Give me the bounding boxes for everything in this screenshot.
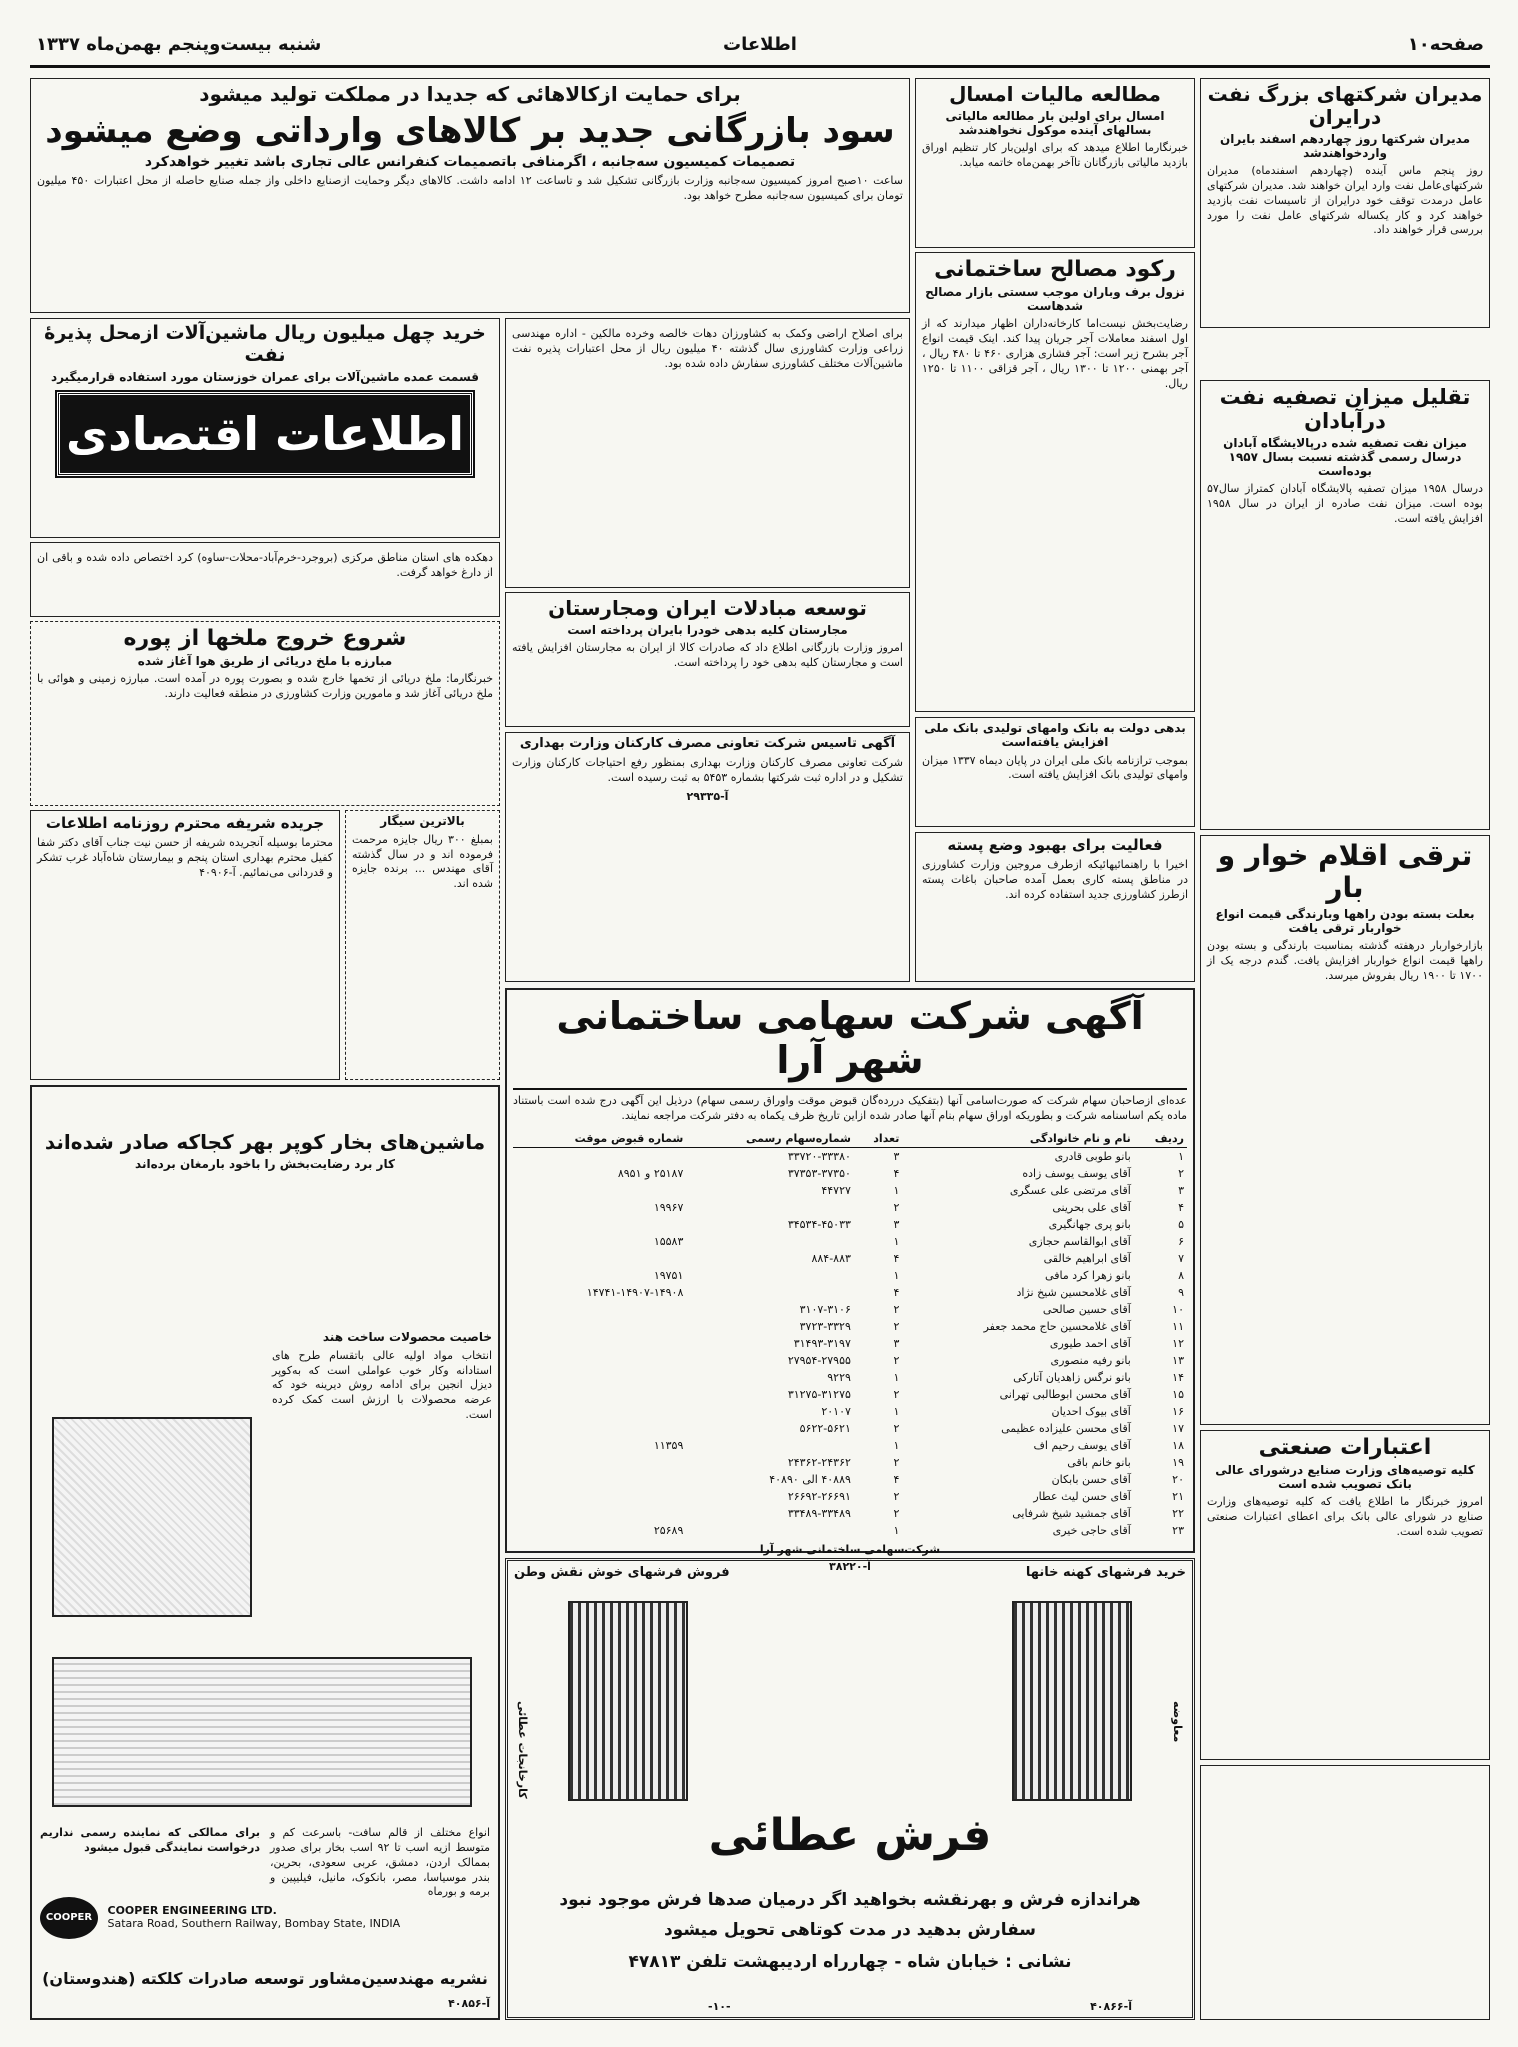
table-cell: ۱ bbox=[893, 1438, 900, 1452]
table-cell: ۵ bbox=[1178, 1217, 1184, 1231]
table-cell bbox=[513, 1386, 686, 1403]
article-food-prices bbox=[1200, 835, 1490, 1425]
table-cell: ۳۳۴۸۹-۳۳۴۸۹ bbox=[787, 1506, 851, 1520]
table-cell: ۱ bbox=[893, 1268, 900, 1282]
shareholder-rows bbox=[513, 1147, 1187, 1539]
ad-markets: انواع مختلف از قالم سافت- باسرعت کم و متوسط ازیه اسب تا ۹۲ اسب بخار برای صدور بممالک اردن، دمشق، عربی سعودی، بحرین، بندر موسیاسا، مصر، بانکوک، مانیل، فیلیپین و برمه و بورماه bbox=[270, 1826, 491, 1899]
body: ساعت ۱۰صبح امروز کمیسیون سه‌جانبه وزارت بازرگانی تشکیل شد و تاساعت ۱۲ ادامه داشت. کالاهای دیگر وحمایت ازصنایع داخلی واز جمله صنایع حاصله از محل اعتبارات ۴۵۰ میلیون تومان برای کمیسیون سه‌جانبه مطرح خواهد بود. bbox=[37, 174, 903, 202]
table-row bbox=[513, 1182, 1187, 1199]
ad-ref: آ-۴۰۸۵۶ bbox=[448, 1997, 490, 2010]
table-cell: آقای علی بحرینی bbox=[1052, 1200, 1131, 1214]
table-row bbox=[513, 1386, 1187, 1403]
table-cell: ۱ bbox=[1178, 1149, 1184, 1163]
table-cell: آقای یوسف یوسف زاده bbox=[1022, 1166, 1131, 1180]
table-cell bbox=[513, 1182, 686, 1199]
headline: آگهی تاسیس شرکت تعاونی مصرف کارکنان وزارت بهداری bbox=[519, 736, 896, 751]
cooper-logo: COOPER bbox=[40, 1897, 98, 1939]
intro: عده‌ای ازصاحبان سهام شرکت که صورت‌اسامی آنها (بتفکیک دررده‌گان قبوض موقت واوراق رسمی سهام) درذیل این آگهی درج شده است باستناد ماده یکم اساسنامه شرکت و بطوریکه اوراق سهام بنام آنها صادر شده ازاین تاریخ ظرف یکماه به دفتر شرکت مراجعه نمایند. bbox=[513, 1094, 1187, 1122]
table-cell bbox=[686, 1522, 854, 1539]
headline: سود بازرگانی جدید بر کالاهای وارداتی وضع میشود bbox=[45, 111, 895, 151]
carpet-brand: فرش عطائی bbox=[708, 1810, 992, 1861]
article-farmers bbox=[1200, 1765, 1490, 2020]
table-cell: ۲۳ bbox=[1172, 1523, 1184, 1537]
headline: اعتبارات صنعتی bbox=[1258, 1435, 1432, 1460]
table-cell: ۳۷۲۳-۳۳۲۹ bbox=[799, 1319, 851, 1333]
subhead: مدیران شرکتها روز چهاردهم اسفند بایران واردخواهندشد bbox=[1219, 132, 1470, 160]
table-cell: آقای حاجی خیری bbox=[1052, 1523, 1131, 1537]
headline: تقلیل میزان تصفیه نفت درآبادان bbox=[1219, 385, 1471, 434]
table-cell: ۱۴۷۴۱-۱۴۹۰۷-۱۴۹۰۸ bbox=[586, 1285, 684, 1299]
table-cell bbox=[513, 1488, 686, 1505]
carpet-ad bbox=[505, 1558, 1195, 2020]
table-cell: آقای جمشید شیخ شرفایی bbox=[1012, 1506, 1131, 1520]
table-cell bbox=[686, 1199, 854, 1216]
table-cell bbox=[513, 1250, 686, 1267]
table-cell: آقای محسن علیزاده عظیمی bbox=[1001, 1421, 1131, 1435]
table-cell: ۱۱ bbox=[1172, 1319, 1184, 1333]
table-cell: ۱ bbox=[893, 1404, 900, 1418]
table-row bbox=[513, 1284, 1187, 1301]
table-cell: ۲۵۱۸۷ و ۸۹۵۱ bbox=[617, 1166, 684, 1180]
masthead bbox=[30, 20, 1490, 68]
table-row bbox=[513, 1147, 1187, 1165]
headline: مطالعه مالیات امسال bbox=[949, 82, 1161, 106]
table-cell: ۲۰ bbox=[1172, 1472, 1184, 1486]
col-row: ردیف bbox=[1134, 1130, 1187, 1148]
subhead: میزان نفت تصفیه شده درپالایشگاه آبادان درسال رسمی گذشته نسبت بسال ۱۹۵۷ بوده‌است bbox=[1223, 436, 1467, 479]
table-row bbox=[513, 1369, 1187, 1386]
eghtesadi-note bbox=[30, 542, 500, 617]
company-address: Satara Road, Southern Railway, Bombay State, INDIA bbox=[107, 1917, 401, 1930]
table-cell: ۲ bbox=[893, 1506, 900, 1520]
notice-footer: شرکت‌سهامی ساختمانی شهر آرا bbox=[759, 1542, 941, 1556]
table-cell bbox=[513, 1420, 686, 1437]
table-cell: ۲ bbox=[893, 1302, 900, 1316]
body: رضایت‌بخش نیست‌اما کارخانه‌داران اظهار میدارند که از اول اسفند معاملات آجر جریان پیدا کند. اینک قیمت انواع آجر بشرح زیر است: آجر فشاری هزاری ۴۶۰ تا ۴۸۰ ریال ، آجر بهمنی ۱۲۰۰ تا ۱۳۰۰ ریال ، آجر قزاقی ۱۱۰۰ تا ۱۲۵۰ ریال. bbox=[922, 317, 1189, 390]
table-row bbox=[513, 1522, 1187, 1539]
body: اخیرا با راهنمائیهائیکه ازطرف مروجین وزارت کشاورزی در مناطق پسته کاری بعمل آمده صاحبان باغات پسته ازطرز کشاورزی جدید استفاده کرده اند. bbox=[922, 858, 1188, 901]
table-cell: آقای حسین صالحی bbox=[1042, 1302, 1131, 1316]
table-row bbox=[513, 1454, 1187, 1471]
table-cell: ۸ bbox=[1178, 1268, 1184, 1282]
headline: مدیران شرکتهای بزرگ نفت درایران bbox=[1207, 82, 1483, 129]
table-cell: ۲ bbox=[893, 1489, 900, 1503]
headline: بدهی دولت به بانک وامهای تولیدی بانک ملی افزایش یافته‌است bbox=[924, 721, 1186, 749]
headline: شروع خروج ملخها از پوره bbox=[123, 626, 407, 651]
table-cell: ۲ bbox=[893, 1319, 900, 1333]
table-cell bbox=[513, 1352, 686, 1369]
table-cell bbox=[686, 1284, 854, 1301]
article-cooperative bbox=[505, 732, 910, 982]
carpet-top-right: خرید فرشهای کهنه خانها bbox=[1025, 1565, 1186, 1580]
table-cell: ۱۰ bbox=[1172, 1302, 1184, 1316]
table-cell bbox=[513, 1403, 686, 1420]
article-tobacco bbox=[345, 810, 500, 1080]
body: درسال ۱۹۵۸ میزان تصفیه پالایشگاه آبادان کمتراز سال۵۷ بوده است. میزان نفت صادره از ایران در سال ۱۹۵۸ افزایش یافته است. bbox=[1207, 482, 1483, 525]
table-cell: ۲۷۹۵۴-۲۷۹۵۵ bbox=[787, 1353, 851, 1367]
table-cell bbox=[513, 1369, 686, 1386]
subhead: مبارزه با ملخ دریائی از طریق هوا آغاز شده bbox=[137, 654, 393, 669]
ad-quality: خاصیت محصولات ساخت هند bbox=[322, 1330, 492, 1344]
table-cell: ۱۹۹۶۷ bbox=[653, 1200, 684, 1214]
table-header-row bbox=[513, 1130, 1187, 1148]
headline: توسعه مبادلات ایران ومجارستان bbox=[548, 596, 867, 620]
table-cell: ۲ bbox=[893, 1353, 900, 1367]
table-cell: ۳۱۲۷۵-۳۱۲۷۵ bbox=[787, 1387, 851, 1401]
table-cell: آقای حسن بابکان bbox=[1051, 1472, 1131, 1486]
table-cell: ۳ bbox=[893, 1217, 900, 1231]
ad-tagline: کار برد رضایت‌بخش را باخود بارمغان برده‌اند bbox=[135, 1157, 395, 1171]
table-row bbox=[513, 1318, 1187, 1335]
table-cell: ۹۲۲۹ bbox=[827, 1370, 851, 1384]
body: بموجب ترازنامه بانک ملی ایران در پایان دیماه ۱۳۳۷ میزان وامهای تولیدی بانک افزایش یافته است. bbox=[922, 753, 1188, 782]
table-cell: ۵۶۲۲-۵۶۲۱ bbox=[799, 1421, 851, 1435]
table-row bbox=[513, 1165, 1187, 1182]
table-row bbox=[513, 1250, 1187, 1267]
table-row bbox=[513, 1233, 1187, 1250]
article-tax-study bbox=[915, 78, 1195, 248]
body: روز پنجم ماس آینده (چهاردهم اسفندماه) مدیران شرکتهای‌عامل نفت وارد ایران خواهند شد. مدیران شرکتهای عامل درمدت توقف خود درایران از تاسیسات نفت بازدید خواهند کرد و کار یکساله شرکتهای عامل نفت را مورد بررسی قرار خواهند داد. bbox=[1207, 164, 1483, 237]
article-iran-hungary bbox=[505, 592, 910, 727]
carpet-line2: سفارش بدهید در مدت کوتاهی تحویل میشود bbox=[663, 1920, 1037, 1940]
carpet-top-left: فروش فرشهای خوش نقش وطن bbox=[514, 1565, 730, 1580]
headline: رکود مصالح ساختمانی bbox=[934, 257, 1176, 282]
table-cell: بانو زهرا کرد مافی bbox=[1045, 1268, 1131, 1282]
table-row bbox=[513, 1505, 1187, 1522]
subhead: تصمیمات کمیسیون سه‌جانبه ، اگرمنافی باتصمیمات کنفرانس عالی تجاری باشد تغییر خواهدکرد bbox=[144, 154, 796, 171]
table-cell bbox=[513, 1471, 686, 1488]
table-cell: ۱۱۳۵۹ bbox=[653, 1438, 684, 1452]
table-cell: ۱ bbox=[893, 1370, 900, 1384]
table-cell: ۴ bbox=[893, 1166, 900, 1180]
table-cell: آقای حسن لیث عطار bbox=[1033, 1489, 1131, 1503]
subhead: قسمت عمده ماشین‌آلات برای عمران خوزستان مورد استفاده قرارمیگیرد bbox=[50, 369, 480, 384]
table-cell bbox=[513, 1454, 686, 1471]
table-cell: ۱۸ bbox=[1172, 1438, 1184, 1452]
table-cell: ۲ bbox=[893, 1455, 900, 1469]
table-row bbox=[513, 1216, 1187, 1233]
newspaper-page bbox=[30, 20, 1490, 2030]
table-cell: ۳۱۴۹۳-۳۱۹۷ bbox=[793, 1336, 851, 1350]
table-row bbox=[513, 1403, 1187, 1420]
headline: بالاترین سیگار bbox=[380, 814, 465, 828]
table-cell: ۴ bbox=[893, 1472, 900, 1486]
notice-ref: آ-۳۸۲۲۰ bbox=[829, 1559, 871, 1573]
table-cell bbox=[513, 1335, 686, 1352]
cooper-engine-ad bbox=[30, 1085, 500, 2020]
table-cell: آقای غلامحسین حاج محمد جعفر bbox=[983, 1319, 1131, 1333]
table-cell: آقای مرتضی علی عسگری bbox=[1009, 1183, 1131, 1197]
body: محترما بوسیله آنجریده شریفه از حسن نیت جناب آقای دکتر شفا کفیل محترم بهداری استان پنجم و بیمارستان شاه‌آباد غرب تشکر و قدردانی می‌نمائیم. آ-۴۰۹۰۶ bbox=[37, 836, 333, 879]
table-row bbox=[513, 1301, 1187, 1318]
table-cell: ۳۴۵۳۴-۴۵۰۳۳ bbox=[787, 1217, 851, 1231]
body: بازارخواربار درهفته گذشته بمناسبت بارندگی و بسته بودن راهها قیمت انواع خواربار افزایش یافت. گندم درجه یک از ۱۷۰۰ تا ۱۹۰۰ ریال بفروش میرسد. bbox=[1207, 939, 1483, 983]
table-cell: ۱۵ bbox=[1172, 1387, 1184, 1401]
table-cell: ۲۴۳۶۲-۲۴۳۶۲ bbox=[787, 1455, 851, 1469]
page-number: صفحه۱۰ bbox=[1407, 34, 1484, 55]
table-cell: ۱ bbox=[893, 1234, 900, 1248]
table-cell: ۴ bbox=[893, 1251, 900, 1265]
subhead: کلیه توصیه‌های وزارت صنایع درشورای عالی بانک تصویب شده است bbox=[1215, 1463, 1475, 1492]
table-cell: آقای احمد طیوری bbox=[1049, 1336, 1131, 1350]
ad-no-rep: برای ممالکی که نماینده رسمی نداریم درخواست نمایندگی قبول میشود bbox=[40, 1826, 260, 1854]
body: دهکده های استان مناطق مرکزی (بروجرد-خرم‌آباد-محلات-ساوه) کرد اختصاص داده شده و باقی ان از دارغ خواهد گرفت. bbox=[37, 551, 493, 579]
table-cell bbox=[686, 1437, 854, 1454]
table-cell: ۱۷ bbox=[1172, 1421, 1184, 1435]
table-cell: ۱۹ bbox=[1172, 1455, 1184, 1469]
table-cell: ۲ bbox=[893, 1421, 900, 1435]
table-row bbox=[513, 1352, 1187, 1369]
table-cell: آقای غلامحسین شیخ نژاد bbox=[1016, 1285, 1131, 1299]
carpet-illustration-right bbox=[1012, 1601, 1132, 1801]
table-cell: ۱ bbox=[893, 1523, 900, 1537]
table-cell bbox=[686, 1233, 854, 1250]
col-name: نام و نام خانوادگی bbox=[902, 1130, 1133, 1148]
shareholder-table bbox=[513, 1130, 1187, 1539]
subhead: امسال برای اولین بار مطالعه مالیاتی بسالهای آینده موکول نخواهندشد bbox=[945, 109, 1165, 137]
table-cell: بانو پری جهانگیری bbox=[1048, 1217, 1131, 1231]
table-cell: ۴۴۷۲۷ bbox=[821, 1183, 851, 1197]
table-cell: ۶ bbox=[1178, 1234, 1184, 1248]
table-cell: ۱ bbox=[893, 1183, 900, 1197]
table-cell: آقای بیوک احدیان bbox=[1051, 1404, 1131, 1418]
col-count: تعداد bbox=[854, 1130, 903, 1148]
body: امروز خبرنگار ما اطلاع یافت که کلیه توصیه‌های وزارت صنایع در شورای عالی بانک برای اعطای اعتبارات صنعتی تصویب شده است. bbox=[1207, 1495, 1483, 1538]
table-cell: ۳۳۷۲۰-۳۳۳۸۰ bbox=[787, 1149, 851, 1163]
ad-headline: ماشین‌های بخار کوپر بهر کجاکه صادر شده‌اند bbox=[44, 1130, 486, 1154]
table-cell: ۷ bbox=[1178, 1251, 1184, 1265]
article-bank bbox=[915, 717, 1195, 827]
carpet-address: نشانی : خیابان شاه - چهارراه اردیبهشت تلفن ۴۷۸۱۳ bbox=[628, 1952, 1072, 1972]
issue-date: شنبه بیست‌وپنجم بهمن‌ماه ۱۳۳۷ bbox=[36, 34, 322, 55]
table-cell: ۲۶۶۹۲-۲۶۶۹۱ bbox=[787, 1489, 851, 1503]
table-cell: ۳۷۳۵۳-۳۷۳۵۰ bbox=[787, 1166, 851, 1180]
body: خبرنگارما اطلاع میدهد که برای اولین‌بار کار تنظیم اوراق بازدید مالیاتی بازرگانان تاآخر بهمن‌ماه خاتمه میابد. bbox=[922, 141, 1188, 169]
carpet-line1: هراندازه فرش و بهرنقشه بخواهید اگر درمیان صدها فرش موجود نبود bbox=[559, 1890, 1141, 1910]
table-cell: ۴۰۸۸۹ الی ۴۰۸۹۰ bbox=[769, 1472, 851, 1486]
headline: جریده شریفه محترم روزنامه اطلاعات bbox=[45, 814, 325, 832]
headline: آگهی شرکت سهامی ساختمانی شهر آرا bbox=[513, 994, 1187, 1090]
ad-publisher: نشریه مهندسین‌مشاور توسعه صادرات کلکته (هندوستان) bbox=[42, 1968, 488, 1988]
article-building-materials bbox=[915, 252, 1195, 712]
body: شرکت تعاونی مصرف کارکنان وزارت بهداری بمنظور رفع احتیاجات کارکنان وزارت تشکیل و در اداره ثبت شرکتها بشماره ۵۴۵۳ به ثبت رسیده است. bbox=[512, 755, 903, 784]
world-map-illustration bbox=[52, 1657, 472, 1807]
carpet-illustration-left bbox=[568, 1601, 688, 1801]
table-cell: بانو طوبی قادری bbox=[1054, 1149, 1131, 1163]
headline: ترقی اقلام خوار و بار bbox=[1217, 839, 1473, 905]
carpet-ref: آ-۴۰۸۶۶ bbox=[1090, 2000, 1132, 2013]
col-official: شماره‌سهام رسمی bbox=[686, 1130, 854, 1148]
kicker: برای حمایت ازکالاهائی که جدیدا در مملکت تولید میشود bbox=[199, 82, 741, 106]
table-cell bbox=[513, 1301, 686, 1318]
body: خبرنگارما: ملخ دریائی از تخمها خارج شده و بصورت پوره در آمده است. مبارزه زمینی و هوائی با ملخ دریائی آغاز شد و مامورین وزارت کشاورزی در منطقه فعالیت دارند. bbox=[37, 672, 493, 701]
subhead: بعلت بسته بودن راهها وبارندگی قیمت انواع خواربار ترقی یافت bbox=[1215, 907, 1475, 936]
table-row bbox=[513, 1471, 1187, 1488]
subhead: نزول برف وباران موجب سستی بازار مصالح شدهاست bbox=[925, 285, 1185, 314]
body: امروز وزارت بازرگانی اطلاع داد که صادرات کالا از ایران به مجارستان افزایش یافته است و مجارستان کلیه بدهی خود را پرداخته است. bbox=[512, 641, 903, 669]
table-row bbox=[513, 1335, 1187, 1352]
table-cell: ۱۵۵۸۳ bbox=[653, 1234, 684, 1248]
table-cell: ۳۱۰۷-۳۱۰۶ bbox=[799, 1302, 851, 1316]
article-profit bbox=[30, 78, 910, 313]
table-cell: آقای محسن ابوطالبی تهرانی bbox=[999, 1387, 1131, 1401]
table-cell: ۲ bbox=[893, 1200, 900, 1214]
table-cell: ۳ bbox=[1178, 1183, 1184, 1197]
article-fisheries bbox=[915, 832, 1195, 982]
table-cell: ۳ bbox=[893, 1336, 900, 1350]
table-cell: بانو رفیه منصوری bbox=[1050, 1353, 1131, 1367]
table-cell: ۱۴ bbox=[1172, 1370, 1184, 1384]
table-cell: ۹ bbox=[1178, 1285, 1184, 1299]
table-row bbox=[513, 1267, 1187, 1284]
article-machinery bbox=[30, 318, 500, 538]
article-honored bbox=[30, 810, 340, 1080]
article-machinery-body bbox=[505, 318, 910, 588]
body: بمبلغ ۳۰۰ ریال جایزه مرحمت فرموده اند و در سال گذشته آقای مهندس ... برنده جایزه شده اند. bbox=[352, 832, 493, 891]
paper-name: اطلاعات bbox=[723, 34, 797, 55]
table-cell: آقای ابوالقاسم حجازی bbox=[1028, 1234, 1131, 1248]
table-cell: آقای ابراهیم خالقی bbox=[1043, 1251, 1131, 1265]
table-cell: ۱۶ bbox=[1172, 1404, 1184, 1418]
eghtesadi-logo: اطلاعات اقتصادی bbox=[57, 392, 473, 476]
page-folio: -۱۰- bbox=[708, 2000, 731, 2013]
table-cell bbox=[513, 1318, 686, 1335]
table-row bbox=[513, 1437, 1187, 1454]
table-cell: ۱۳ bbox=[1172, 1353, 1184, 1367]
headline: خرید چهل میلیون ریال ماشین‌آلات ازمحل پذیرهٔ نفت bbox=[44, 322, 486, 366]
headline: فعالیت برای بهبود وضع پسته bbox=[947, 836, 1163, 854]
table-cell bbox=[513, 1505, 686, 1522]
table-cell: بانو نرگس زاهدیان آتارکی bbox=[1013, 1370, 1131, 1384]
col-temp: شماره قبوض موقت bbox=[513, 1130, 686, 1148]
table-cell bbox=[513, 1147, 686, 1165]
carpet-top bbox=[514, 1565, 1186, 1580]
body: برای اصلاح اراضی وکمک به کشاورزان دهات خالصه وخرده مالکین - اداره مهندسی زراعی وزارت کشاورزی سال گذشته ۴۰ میلیون ریال از محل اعتبارات پذیره نفت ماشین‌آلات مختلف کشاورزی سفارش داده شده بود. bbox=[512, 327, 903, 370]
table-cell bbox=[513, 1216, 686, 1233]
table-row bbox=[513, 1420, 1187, 1437]
ref: آ-۲۹۳۳۵ bbox=[686, 789, 729, 803]
cooper-block bbox=[40, 1897, 400, 1939]
table-cell: آقای یوسف رحیم اف bbox=[1033, 1438, 1131, 1452]
ad-body: انتخاب مواد اولیه عالی باتقسام طرح های استادانه وکار خوب عواملی است که به‌کوپر دیزل انجین برای ادامه روش دیرینه خود که عرضه محصولات با ارزش است کمک کرده است. bbox=[272, 1348, 492, 1422]
table-cell: ۴ bbox=[893, 1285, 900, 1299]
article-locusts bbox=[30, 621, 500, 806]
table-row bbox=[513, 1488, 1187, 1505]
table-cell: بانو خانم باقی bbox=[1067, 1455, 1131, 1469]
table-cell: ۱۹۷۵۱ bbox=[653, 1268, 684, 1282]
table-cell bbox=[686, 1267, 854, 1284]
table-cell: ۲ bbox=[1178, 1166, 1184, 1180]
table-row bbox=[513, 1199, 1187, 1216]
table-cell: ۱۲ bbox=[1172, 1336, 1184, 1350]
article-refinery bbox=[1200, 380, 1490, 830]
article-oil-managers bbox=[1200, 78, 1490, 328]
table-cell: ۲ bbox=[893, 1387, 900, 1401]
company-name: COOPER ENGINEERING LTD. bbox=[107, 1904, 277, 1917]
table-cell: ۸۸۴-۸۸۳ bbox=[811, 1251, 851, 1265]
carpet-side-right: معاوضه bbox=[1171, 1701, 1184, 1743]
table-cell: ۴ bbox=[1178, 1200, 1184, 1214]
carpet-side-left: کارخانجات عطائی bbox=[516, 1701, 529, 1799]
table-cell: ۲۰۱۰۷ bbox=[821, 1404, 851, 1418]
table-cell: ۲۲ bbox=[1172, 1506, 1184, 1520]
subhead: مجارستان کلیه بدهی خودرا بایران پرداخته است bbox=[567, 623, 848, 637]
article-industrial-credit bbox=[1200, 1430, 1490, 1760]
table-cell: ۲۵۶۸۹ bbox=[653, 1523, 684, 1537]
table-cell: ۲۱ bbox=[1172, 1489, 1184, 1503]
engine-illustration bbox=[52, 1417, 252, 1617]
table-cell: ۳ bbox=[893, 1149, 900, 1163]
